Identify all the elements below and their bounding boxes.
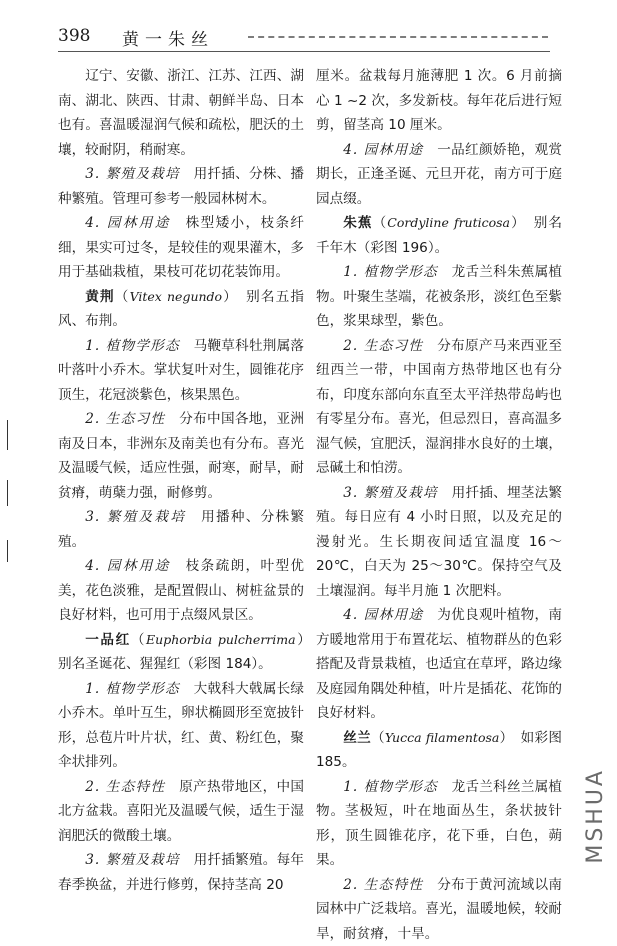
subsection-text: 分布于黄河流域以南园林中广泛栽培。喜光，温暖地候，较耐旱，耐贫瘠，十旱。 — [316, 877, 562, 942]
entry-text: 别名圣诞花、猩猩红（彩图 184）。 — [58, 656, 272, 672]
latin-name: Vitex negundo — [130, 289, 223, 304]
subsection-label: 1. 植物学形态 — [85, 681, 180, 697]
scan-margin-marks — [7, 420, 11, 620]
subsection-label: 4. 园林用途 — [85, 215, 171, 231]
subsection-paragraph — [58, 407, 304, 505]
subsection-paragraph — [316, 260, 562, 334]
subsection-label: 1. 植物学形态 — [343, 264, 438, 280]
entry-text: 别名千年木（彩图 196）。 — [316, 215, 562, 256]
subsection-paragraph — [58, 677, 304, 775]
subsection-label: 3. 繁殖及栽培 — [85, 509, 186, 525]
latin-name: Cordyline fruticosa — [387, 215, 510, 230]
plant-entry: 一品红（Euphorbia pulcherrima） 别名圣诞花、猩猩红（彩图 184）。 — [58, 628, 304, 677]
subsection-paragraph — [316, 775, 562, 873]
subsection-text: 用扦插、分株、播种繁殖。管理可参考一般园林树木。 — [58, 166, 304, 207]
page-header — [58, 24, 558, 50]
subsection-label: 2. 生态习性 — [85, 411, 165, 427]
subsection-label: 4. 园林用途 — [85, 558, 171, 574]
subsection-text: 马鞭草科牡荆属落叶落叶小乔木。掌状复叶对生，圆锥花序顶生，花冠淡紫色，核果黑色。 — [58, 338, 304, 403]
watermark: MSHUA — [583, 768, 617, 864]
subsection-label: 3. 繁殖及栽培 — [343, 485, 438, 501]
subsection-text: 用扦插繁殖。每年春季换盆，并进行修剪，保持茎高 20 — [58, 852, 304, 893]
running-title: 黄一朱丝 — [122, 25, 214, 50]
subsection-text: 分布中国各地，亚洲南及日本，非洲东及南美也有分布。喜光及温暖气候，适应性强，耐寒，耐旱，耐贫瘠，萌蘖力强，耐修剪。 — [58, 411, 304, 501]
subsection-label: 2. 生态习性 — [343, 338, 423, 354]
subsection-text: 原产热带地区，中国北方盆栽。喜阳光及温暖气候，适生于湿润肥沃的微酸土壤。 — [58, 779, 304, 844]
subsection-text: 一品红颜娇艳，观赏期长，正逢圣诞、元旦开花，南方可于庭园点缀。 — [316, 142, 562, 207]
right-text-column — [316, 64, 562, 946]
subsection-paragraph — [58, 162, 304, 211]
subsection-label: 3. 繁殖及栽培 — [85, 166, 180, 182]
subsection-label: 4. 园林用途 — [343, 142, 423, 158]
subsection-label: 1. 植物学形态 — [85, 338, 180, 354]
subsection-paragraph — [316, 603, 562, 726]
subsection-label: 3. 繁殖及栽培 — [85, 852, 180, 868]
subsection-text: 用播种、分株繁殖。 — [58, 509, 304, 550]
subsection-paragraph — [58, 848, 304, 897]
page-number: 398 — [58, 26, 90, 46]
subsection-label: 2. 生态特性 — [343, 877, 423, 893]
subsection-text: 分布原产马来西亚至纽西兰一带，中国南方热带地区也有分布，印度东部向东直至太平洋热带岛屿也有零星分布。喜光，但忌烈日，喜高温多湿气候，宜肥沃，湿润排水良好的土壤，忌碱土和怕涝。 — [316, 338, 562, 477]
subsection-text: 为优良观叶植物，南方暖地常用于布置花坛、植物群丛的色彩搭配及背景栽植，也适宜在草坪，路边缘及庭园角隅处种植，叶片是插花、花饰的良好材料。 — [316, 607, 562, 721]
left-text-column — [58, 64, 304, 897]
plant-name: 丝兰 — [343, 730, 371, 746]
subsection-text: 枝条疏朗，叶型优美，花色淡雅，是配置假山、树桩盆景的良好材料，也可用于点缀风景区。 — [58, 558, 304, 623]
plant-entry: 丝兰（Yucca filamentosa） 如彩图 185。 — [316, 726, 562, 775]
latin-name: Yucca filamentosa — [385, 730, 499, 745]
entry-text: 别名五指风、布荆。 — [58, 289, 304, 330]
subsection-text: 龙舌兰科丝兰属植物。茎极短，叶在地面丛生，条状披针形，顶生圆锥花序，花下垂，白色，蒴果。 — [316, 779, 562, 869]
subsection-text: 株型矮小，枝条纤细，果实可过冬，是较佳的观果灌木，多用于基础栽植，果枝可花切花装饰用。 — [58, 215, 304, 280]
header-dashed-rule — [248, 36, 548, 38]
header-rule — [58, 51, 550, 52]
subsection-label: 1. 植物学形态 — [343, 779, 438, 795]
subsection-paragraph — [58, 554, 304, 628]
subsection-paragraph — [58, 334, 304, 408]
plant-name: 一品红 — [85, 632, 131, 648]
subsection-label: 4. 园林用途 — [343, 607, 423, 623]
subsection-paragraph — [316, 334, 562, 481]
subsection-paragraph — [58, 775, 304, 849]
subsection-text: 龙舌兰科朱蕉属植物。叶聚生茎端，花被条形，淡红色至紫色，浆果球型，紫色。 — [316, 264, 562, 329]
entry-text: 如彩图 185。 — [316, 730, 562, 771]
plant-name: 朱蕉 — [343, 215, 372, 231]
subsection-paragraph — [58, 211, 304, 285]
body-paragraph — [316, 64, 562, 138]
latin-name: Euphorbia pulcherrima — [146, 632, 296, 647]
body-paragraph — [58, 64, 304, 162]
plant-entry: 黄荆（Vitex negundo） 别名五指风、布荆。 — [58, 285, 304, 334]
subsection-paragraph — [316, 138, 562, 212]
subsection-paragraph — [316, 873, 562, 946]
subsection-paragraph — [58, 505, 304, 554]
subsection-label: 2. 生态特性 — [85, 779, 165, 795]
paragraph-text: 辽宁、安徽、浙江、江苏、江西、湖南、湖北、陕西、甘肃、朝鲜半岛、日本也有。喜温暖湿润气候和疏松，肥沃的土壤，较耐阴，稍耐寒。 — [58, 68, 304, 158]
subsection-text: 用扦插、埋茎法繁殖。每日应有 4 小时日照，以及充足的漫射光。生长期夜间适宜温度 16～20℃，白天为 25～30℃。保持空气及土壤湿润。每半月施 1 次肥料。 — [316, 485, 562, 599]
subsection-text: 大戟科大戟属长绿小乔木。单叶互生，卵状椭圆形至宽披针形，总苞片叶片状，红、黄、粉红色，聚伞状排列。 — [58, 681, 304, 771]
paragraph-text: 厘米。盆栽每月施薄肥 1 次。6 月前摘心 1 ~2 次，多发新枝。每年花后进行短剪，留茎高 10 厘米。 — [316, 68, 562, 133]
subsection-paragraph — [316, 481, 562, 604]
plant-name: 黄荆 — [85, 289, 115, 305]
plant-entry: 朱蕉（Cordyline fruticosa） 别名千年木（彩图 196）。 — [316, 211, 562, 260]
